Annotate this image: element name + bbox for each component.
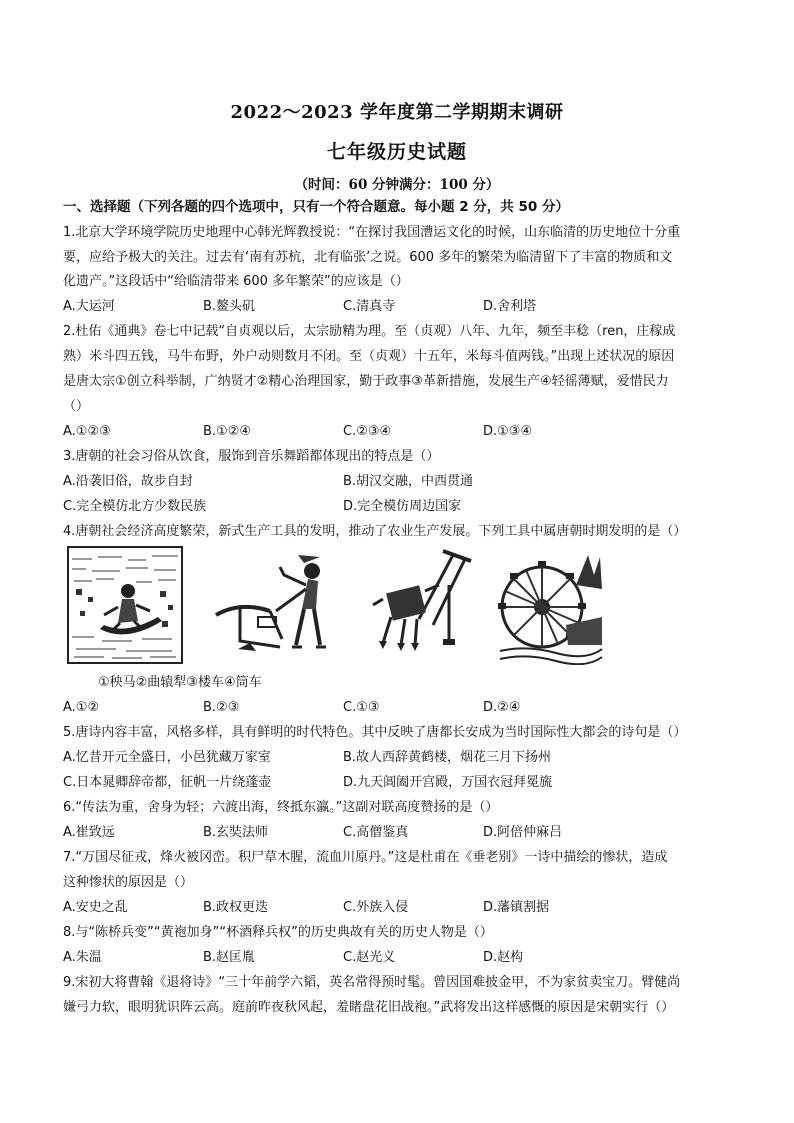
q3-option-c: C.完全模仿北方少数民族 bbox=[63, 499, 207, 514]
q8-option-b: B.赵匡胤 bbox=[203, 950, 256, 965]
yangma-image bbox=[66, 545, 184, 665]
q4-option-c: C.①③ bbox=[343, 700, 380, 715]
quyuanli-image bbox=[210, 545, 335, 665]
q5-option-b: B.故人西辞黄鹤楼，烟花三月下扬州 bbox=[343, 750, 552, 765]
q8-option-c: C.赵光义 bbox=[343, 950, 396, 965]
q5-option-a: A.忆昔开元全盛日，小邑犹藏万家室 bbox=[63, 750, 271, 765]
q1-option-b: B.鳌头矶 bbox=[203, 299, 256, 314]
q3-option-a: A.沿袭旧俗，故步自封 bbox=[63, 474, 193, 489]
q3-option-d: D.完全模仿周边国家 bbox=[343, 499, 462, 514]
q6-line-1: 6.“传法为重，舍身为轻；六渡出海，终抵东瀛。”这副对联高度赞扬的是（） bbox=[63, 800, 499, 815]
q7-option-b: B.政权更迭 bbox=[203, 900, 269, 915]
q6-option-b: B.玄奘法师 bbox=[203, 825, 269, 840]
q5-option-c: C.日本晁卿辞帝都，征帆一片绕蓬壶 bbox=[63, 775, 272, 790]
q7-option-a: A.安史之乱 bbox=[63, 900, 128, 915]
q2-option-c: C.②③④ bbox=[343, 424, 392, 439]
q7-option-c: C.外族入侵 bbox=[343, 900, 409, 915]
q1-line-2: 要，应给予极大的关注。过去有‘南有苏杭，北有临张’之说。600 多年的繁荣为临清留下了丰富的物质和文 bbox=[63, 250, 673, 265]
q2-line-4: （） bbox=[63, 399, 90, 414]
q1-line-1: 1.北京大学环境学院历史地理中心韩光辉教授说：“在探讨我国漕运文化的时候，山东临清的历史地位十分重 bbox=[63, 225, 681, 240]
louche-image bbox=[353, 545, 475, 665]
q3-line-1: 3.唐朝的社会习俗从饮食，服饰到音乐舞蹈都体现出的特点是（） bbox=[63, 449, 440, 464]
q4-option-a: A.①② bbox=[63, 700, 100, 715]
q1-line-3: 化遗产。”这段话中“给临清带来 600 多年繁荣”的应该是（） bbox=[63, 274, 409, 289]
q1-option-a: A.大运河 bbox=[63, 299, 115, 314]
q7-line-2: 这种惨状的原因是（） bbox=[63, 875, 194, 890]
q9-line-1: 9.宋初大将曹翰《退将诗》“三十年前学六韬，英名常得预时髦。曾因国难披金甲，不为家贫卖宝刀。臂健尚 bbox=[63, 975, 681, 990]
q6-option-a: A.崔致远 bbox=[63, 825, 115, 840]
exam-title: 2022～2023 学年度第二学期期末调研 bbox=[230, 102, 564, 123]
q2-line-2: 熟）米斗四五钱，马牛布野，外户动则数月不闭。至（贞观）十五年，米每斗值两钱。”出现上述状况的原因 bbox=[63, 349, 675, 364]
q8-option-d: D.赵构 bbox=[483, 950, 524, 965]
q8-line-1: 8.与“陈桥兵变”“黄袍加身”“杯酒释兵权”的历史典故有关的历史人物是（） bbox=[63, 925, 493, 940]
q3-option-b: B.胡汉交融，中西贯通 bbox=[343, 474, 474, 489]
q4-option-b: B.②③ bbox=[203, 700, 240, 715]
q1-option-d: D.舍利塔 bbox=[483, 299, 537, 314]
q7-line-1: 7.“万国尽征戎，烽火被冈峦。积尸草木腥，流血川原丹。”这是杜甫在《垂老别》一诗中描绘的惨状，造成 bbox=[63, 850, 668, 865]
q8-option-a: A.朱温 bbox=[63, 950, 102, 965]
q5-line-1: 5.唐诗内容丰富，风格多样，具有鲜明的时代特色。其中反映了唐都长安成为当时国际性大都会的诗句是（） bbox=[63, 725, 687, 740]
q7-option-d: D.藩镇割据 bbox=[483, 900, 550, 915]
q4-line-1: 4.唐朝社会经济高度繁荣，新式生产工具的发明，推动了农业生产发展。下列工具中属唐朝时期发明的是（） bbox=[63, 524, 687, 539]
tongche-image bbox=[496, 545, 606, 665]
exam-subtitle: 七年级历史试题 bbox=[326, 141, 467, 163]
q2-option-d: D.①③④ bbox=[483, 424, 533, 439]
q6-option-d: D.阿倍仲麻吕 bbox=[483, 825, 563, 840]
q2-option-a: A.①②③ bbox=[63, 424, 111, 439]
q2-option-b: B.①②④ bbox=[203, 424, 252, 439]
q2-line-1: 2.杜佑《通典》卷七中记载“自贞观以后，太宗励精为理。至（贞观）八年、九年，频至丰稔（ren，庄稼成 bbox=[63, 324, 676, 339]
section-heading: 一、选择题（下列各题的四个选项中，只有一个符合题意。每小题 2 分，共 50 分） bbox=[63, 199, 569, 215]
q4-option-d: D.②④ bbox=[483, 700, 521, 715]
q5-option-d: D.九天阊阖开宫殿，万国衣冠拜冕旒 bbox=[343, 775, 553, 790]
q6-option-c: C.高僧鉴真 bbox=[343, 825, 409, 840]
q2-line-3: 是唐太宗①创立科举制，广纳贤才②精心治理国家，勤于政事③革新措施，发展生产④轻徭薄赋，爱惜民力 bbox=[63, 374, 669, 389]
time-info: （时间：60 分钟满分：100 分） bbox=[294, 177, 500, 193]
q4-caption: ①秧马②曲辕犁③楼车④筒车 bbox=[98, 675, 262, 690]
q1-option-c: C.清真寺 bbox=[343, 299, 396, 314]
q9-line-2: 嫌弓力软，眼明犹识阵云高。庭前昨夜秋风起，羞睹盘花旧战袍。”武将发出这样感慨的原因是宋朝实行（） bbox=[63, 1000, 675, 1015]
